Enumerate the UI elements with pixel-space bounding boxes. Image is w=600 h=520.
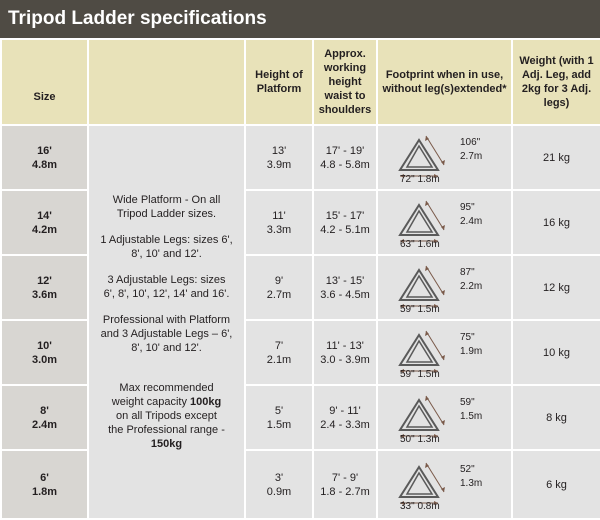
desc-capacity xyxy=(89,381,244,451)
size-m: 2.4m xyxy=(31,418,58,431)
header-working-line3: height xyxy=(328,76,362,88)
height-m: 2.7m xyxy=(266,288,292,301)
header-working-line4: waist to xyxy=(324,90,366,102)
header-footprint xyxy=(377,39,512,125)
working-ft: 9' - 11' xyxy=(329,404,361,417)
footprint-height-in: 52" xyxy=(460,463,475,475)
footprint-height xyxy=(460,266,482,294)
footprint-cell xyxy=(377,450,512,519)
footprint-height-m: 2.4m xyxy=(460,215,483,227)
desc-line: Wide Platform - On all xyxy=(112,194,221,206)
height-cell xyxy=(245,450,313,519)
working-cell xyxy=(313,385,377,450)
working-m: 4.8 - 5.8m xyxy=(320,158,370,171)
size-ft: 10' xyxy=(37,339,52,352)
desc-three-legs xyxy=(89,273,244,301)
desc-line: on all Tripods except xyxy=(116,410,217,422)
weight-cell: 10 kg xyxy=(512,320,600,385)
working-m: 4.2 - 5.1m xyxy=(320,223,370,236)
height-cell xyxy=(245,255,313,320)
footprint-figure xyxy=(378,454,511,516)
footprint-height-in: 87" xyxy=(460,266,475,278)
spec-table xyxy=(0,38,600,520)
footprint-cell xyxy=(377,320,512,385)
height-cell xyxy=(245,385,313,450)
height-ft: 9' xyxy=(274,274,284,287)
tripod-footprint-icon xyxy=(378,192,513,254)
footprint-height-in: 95" xyxy=(460,201,475,213)
desc-line: Tripod Ladder sizes. xyxy=(116,208,217,220)
footprint-width: 59" 1.5m xyxy=(400,368,440,380)
working-cell xyxy=(313,255,377,320)
height-m: 3.3m xyxy=(266,223,292,236)
footprint-height-in: 75" xyxy=(460,331,475,343)
header-working-line5: shoulders xyxy=(318,104,372,116)
footprint-cell xyxy=(377,255,512,320)
header-weight-line2: Adj. Leg, add xyxy=(521,69,592,81)
size-ft: 6' xyxy=(40,471,49,484)
tripod-footprint-icon xyxy=(378,387,513,449)
footprint-height xyxy=(460,396,482,424)
footprint-cell xyxy=(377,190,512,255)
header-row xyxy=(1,39,600,125)
footprint-height-in: 59" xyxy=(460,396,475,408)
size-ft: 8' xyxy=(40,404,49,417)
working-ft: 15' - 17' xyxy=(325,209,365,222)
working-cell xyxy=(313,190,377,255)
footprint-height-m: 2.2m xyxy=(460,280,483,292)
weight-cell: 12 kg xyxy=(512,255,600,320)
footprint-height-m: 1.9m xyxy=(460,345,483,357)
header-footprint-line1: Footprint when in use, xyxy=(385,69,504,81)
desc-line: 6', 8', 10', 12', 14' and 16'. xyxy=(103,288,230,300)
header-size: Size xyxy=(1,39,88,125)
size-ft: 16' xyxy=(37,144,52,157)
footprint-height-m: 1.5m xyxy=(460,410,483,422)
size-ft: 12' xyxy=(37,274,52,287)
footprint-height xyxy=(460,201,482,229)
size-cell xyxy=(1,190,88,255)
header-working-line2: working xyxy=(323,62,367,74)
footprint-figure xyxy=(378,387,511,449)
working-cell xyxy=(313,320,377,385)
footprint-cell xyxy=(377,385,512,450)
working-m: 3.0 - 3.9m xyxy=(320,353,370,366)
footprint-height xyxy=(460,136,482,164)
desc-line: Professional with Platform xyxy=(102,314,231,326)
header-weight-line1: Weight (with 1 xyxy=(519,55,594,67)
footprint-width: 59" 1.5m xyxy=(400,303,440,315)
height-m: 2.1m xyxy=(266,353,292,366)
weight-cell: 6 kg xyxy=(512,450,600,519)
height-cell xyxy=(245,190,313,255)
size-m: 4.2m xyxy=(31,223,58,236)
working-m: 1.8 - 2.7m xyxy=(320,485,370,498)
height-m: 1.5m xyxy=(266,418,292,431)
weight-cell: 16 kg xyxy=(512,190,600,255)
desc-line: 8', 10' and 12'. xyxy=(131,342,202,354)
tripod-footprint-icon xyxy=(378,127,513,189)
size-cell xyxy=(1,125,88,190)
size-cell xyxy=(1,385,88,450)
working-m: 2.4 - 3.3m xyxy=(320,418,370,431)
size-cell xyxy=(1,320,88,385)
height-ft: 7' xyxy=(274,339,284,352)
footprint-width: 63" 1.6m xyxy=(400,238,440,250)
description-cell xyxy=(88,125,245,519)
desc-line: weight capacity xyxy=(111,396,191,408)
desc-line: 3 Adjustable Legs: sizes xyxy=(107,274,226,286)
size-cell xyxy=(1,255,88,320)
height-ft: 13' xyxy=(271,144,287,157)
page-title: Tripod Ladder specifications xyxy=(0,0,600,38)
header-description xyxy=(88,39,245,125)
desc-line: the Professional range - xyxy=(108,424,225,436)
desc-platform xyxy=(89,193,244,221)
header-working-height xyxy=(313,39,377,125)
footprint-figure xyxy=(378,322,511,384)
desc-line: 8', 10' and 12'. xyxy=(131,248,202,260)
tripod-footprint-icon xyxy=(378,454,513,516)
working-ft: 11' - 13' xyxy=(326,339,364,352)
footprint-width: 50" 1.3m xyxy=(400,433,440,445)
working-ft: 7' - 9' xyxy=(331,471,359,484)
footprint-cell xyxy=(377,125,512,190)
size-m: 4.8m xyxy=(31,158,58,171)
tripod-footprint-icon xyxy=(378,322,513,384)
size-m: 1.8m xyxy=(31,485,58,498)
height-cell xyxy=(245,125,313,190)
working-m: 3.6 - 4.5m xyxy=(320,288,370,301)
working-ft: 13' - 15' xyxy=(325,274,365,287)
desc-line: and 3 Adjustable Legs – 6', xyxy=(100,328,233,340)
footprint-width: 33" 0.8m xyxy=(400,500,440,512)
footprint-figure xyxy=(378,257,511,319)
footprint-figure xyxy=(378,127,511,189)
capacity-value: 100kg xyxy=(190,396,222,408)
size-m: 3.6m xyxy=(31,288,58,301)
table-row xyxy=(1,125,600,190)
height-ft: 3' xyxy=(274,471,284,484)
desc-line: 1 Adjustable Legs: sizes 6', xyxy=(100,234,233,246)
size-ft: 14' xyxy=(37,209,52,222)
header-footprint-line2: without leg(s)extended* xyxy=(382,83,507,95)
header-weight-line4: legs) xyxy=(543,97,570,109)
height-ft: 5' xyxy=(274,404,284,417)
header-weight xyxy=(512,39,600,125)
working-cell xyxy=(313,125,377,190)
height-ft: 11' xyxy=(272,209,286,222)
size-cell xyxy=(1,450,88,519)
size-m: 3.0m xyxy=(31,353,58,366)
header-weight-line3: 2kg for 3 Adj. xyxy=(521,83,592,95)
desc-line: Max recommended xyxy=(119,382,214,394)
desc-professional xyxy=(89,313,244,355)
header-height xyxy=(245,39,313,125)
height-m: 0.9m xyxy=(266,485,292,498)
header-height-line2: Platform xyxy=(256,83,302,95)
weight-cell: 8 kg xyxy=(512,385,600,450)
header-height-line1: Height of xyxy=(255,69,303,81)
footprint-figure xyxy=(378,192,511,254)
professional-capacity-value: 150kg xyxy=(150,438,183,450)
height-m: 3.9m xyxy=(266,158,292,171)
tripod-footprint-icon xyxy=(378,257,513,319)
footprint-height-in: 106" xyxy=(460,136,481,148)
footprint-height xyxy=(460,331,482,359)
footprint-height-m: 2.7m xyxy=(460,150,483,162)
weight-cell: 21 kg xyxy=(512,125,600,190)
header-working-line1: Approx. xyxy=(324,48,366,60)
desc-one-leg xyxy=(89,233,244,261)
footprint-height-m: 1.3m xyxy=(460,477,483,489)
working-cell xyxy=(313,450,377,519)
footprint-width: 72" 1.8m xyxy=(400,173,440,185)
footprint-height xyxy=(460,463,482,491)
working-ft: 17' - 19' xyxy=(325,144,365,157)
height-cell xyxy=(245,320,313,385)
